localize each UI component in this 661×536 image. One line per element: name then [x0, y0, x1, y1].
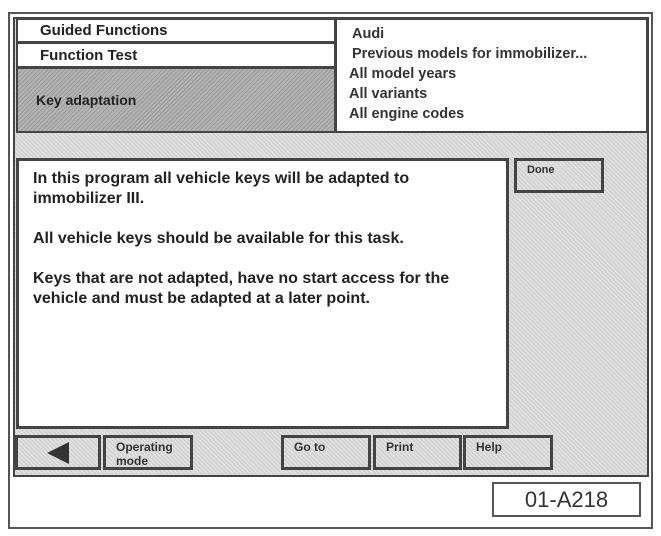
vehicle-engine: All engine codes	[349, 106, 465, 122]
nav-key-adaptation[interactable]: Key adaptation	[16, 67, 336, 133]
vehicle-year: All model years	[349, 66, 457, 82]
back-arrow-icon	[45, 440, 71, 466]
message-line: In this program all vehicle keys will be adapted to immobilizer III.	[33, 170, 410, 207]
print-button[interactable]: Print	[373, 435, 462, 470]
vehicle-info-panel	[335, 18, 648, 133]
message-line: All vehicle keys should be available for this task.	[33, 230, 404, 247]
vehicle-variant: All variants	[349, 86, 428, 102]
operating-mode-button[interactable]: Operating mode	[103, 435, 193, 470]
message-panel	[16, 158, 509, 429]
vehicle-make: Audi	[352, 26, 385, 42]
nav-function-test[interactable]: Function Test	[16, 42, 336, 68]
figure-code: 01-A218	[492, 482, 641, 517]
vehicle-model: Previous models for immobilizer...	[352, 46, 588, 62]
back-button[interactable]	[15, 435, 101, 470]
help-button[interactable]: Help	[463, 435, 553, 470]
message-line: Keys that are not adapted, have no start access for the vehicle and must be adapted at a later point.	[33, 270, 450, 307]
done-button[interactable]: Done	[514, 158, 604, 193]
go-to-button[interactable]: Go to	[281, 435, 371, 470]
nav-guided-functions[interactable]: Guided Functions	[16, 18, 336, 43]
